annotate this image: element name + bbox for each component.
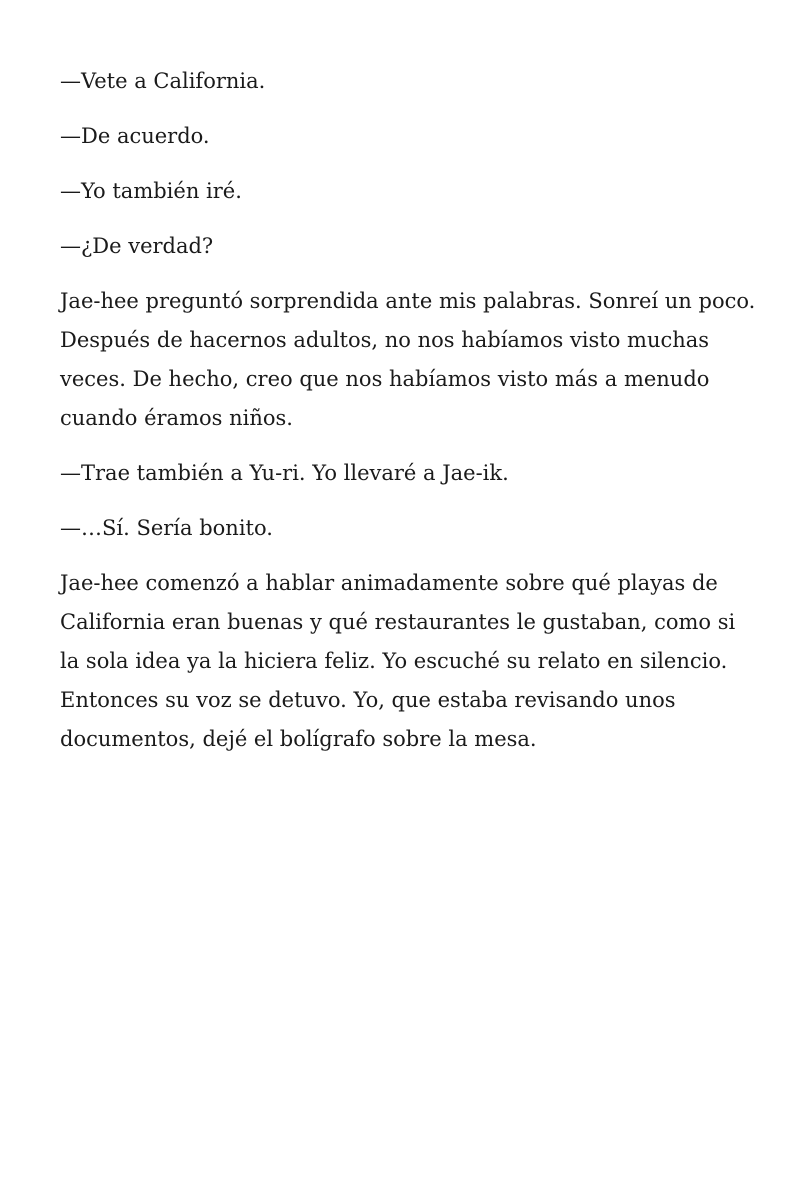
dialogue-line: —…Sí. Sería bonito. bbox=[60, 516, 273, 540]
narrative-paragraph: Jae-hee preguntó sorprendida ante mis palabras. Sonreí un poco. Después de hacernos adultos, no nos habíamos visto muchas veces. De hecho, creo que nos habíamos visto más a menudo cuando éramos niños. bbox=[60, 289, 756, 430]
dialogue-line: —Yo también iré. bbox=[60, 179, 242, 203]
document-page bbox=[60, 62, 760, 775]
dialogue-line: —Vete a California. bbox=[60, 69, 266, 93]
dialogue-line: —¿De verdad? bbox=[60, 234, 214, 258]
narrative-paragraph: Jae-hee comenzó a hablar animadamente sobre qué playas de California eran buenas y qué restaurantes le gustaban, como si la sola idea ya la hiciera feliz. Yo escuché su relato en silencio. Entonces su voz se detuvo. Yo, que estaba revisando unos documentos, dejé el bolígrafo sobre la mesa. bbox=[60, 571, 736, 751]
dialogue-line: —Trae también a Yu-ri. Yo llevaré a Jae-ik. bbox=[60, 461, 509, 485]
dialogue-line: —De acuerdo. bbox=[60, 124, 210, 148]
